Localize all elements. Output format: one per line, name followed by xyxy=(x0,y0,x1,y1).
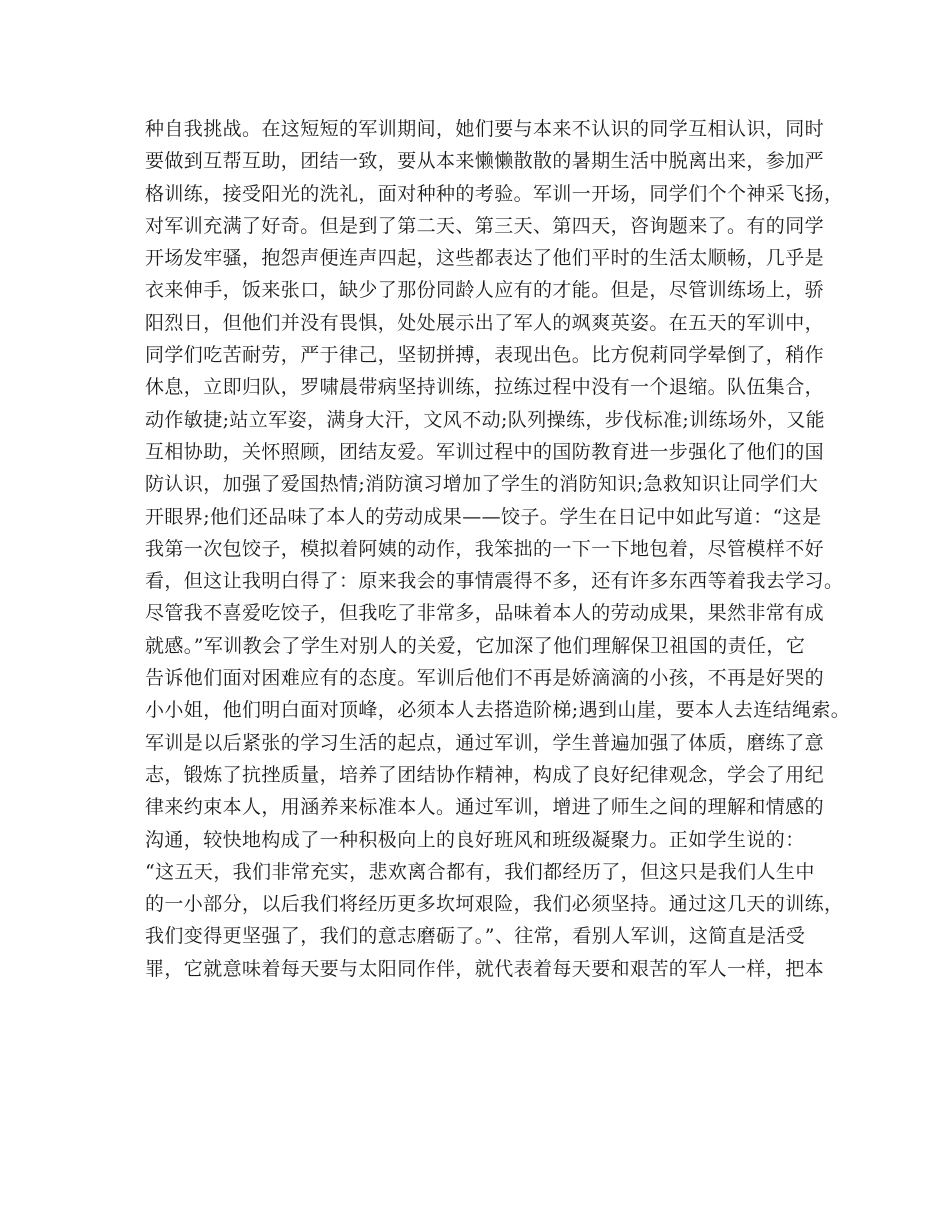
text-line: 阳烈日，但他们并没有畏惧，处处展示出了军人的飒爽英姿。在五天的军训中， xyxy=(145,311,825,334)
text-line: 种自我挑战。在这短短的军训期间，她们要与本来不认识的同学互相认识，同时 xyxy=(145,118,825,140)
text-line: 格训练，接受阳光的洗礼，面对种种的考验。军训一开场，同学们个个神采飞扬， xyxy=(145,182,844,205)
text-line: 互相协助，关怀照顾，团结友爱。军训过程中的国防教育进一步强化了他们的国 xyxy=(145,440,825,463)
text-line: 我第一次包饺子，模拟着阿姨的动作，我笨拙的一下一下地包着，尽管模样不好 xyxy=(145,537,825,560)
text-line: 同学们吃苦耐劳，严于律己，坚韧拼搏，表现出色。比方倪莉同学晕倒了，稍作 xyxy=(145,344,825,367)
text-line: 的一小部分，以后我们将经历更多坎坷艰险，我们必须坚持。通过这几天的训练， xyxy=(145,893,844,916)
text-line: 小小姐，他们明白面对顶峰，必须本人去搭造阶梯;遇到山崖，要本人去连结绳索。 xyxy=(145,699,851,722)
text-line: 尽管我不喜爱吃饺子，但我吃了非常多，品味着本人的劳动成果，果然非常有成 xyxy=(145,602,825,625)
text-line: 开场发牢骚，抱怨声便连声四起，这些都表达了他们平时的生活太顺畅，几乎是 xyxy=(145,247,825,270)
text-line: “这五天，我们非常充实，悲欢离合都有，我们都经历了，但这只是我们人生中 xyxy=(145,860,815,883)
text-line: 防认识，加强了爱国热情;消防演习增加了学生的消防知识;急救知识让同学们大 xyxy=(145,473,819,496)
text-line: 动作敏捷;站立军姿，满身大汗，文风不动;队列操练，步伐标准;训练场外，又能 xyxy=(145,408,826,431)
text-line: 军训是以后紧张的学习生活的起点，通过军训，学生普遍加强了体质，磨练了意 xyxy=(145,731,825,754)
text-line: 要做到互帮互助，团结一致，要从本来懒懒散散的暑期生活中脱离出来，参加严 xyxy=(145,150,825,173)
text-line: 看，但这让我明白得了：原来我会的事情震得不多，还有许多东西等着我去学习。 xyxy=(145,570,844,593)
text-line: 休息，立即归队，罗啸晨带病坚持训练，拉练过程中没有一个退缩。队伍集合， xyxy=(145,376,825,399)
text-line: 就感。”军训教会了学生对别人的关爱，它加深了他们理解保卫祖国的责任，它 xyxy=(145,634,806,657)
body-text xyxy=(145,113,851,985)
text-line: 罪，它就意味着每天要与太阳同作伴，就代表着每天要和艰苦的军人一样，把本 xyxy=(145,957,825,980)
text-line: 沟通，较快地构成了一种积极向上的良好班风和班级凝聚力。正如学生说的： xyxy=(145,828,805,851)
text-line: 我们变得更坚强了，我们的意志磨砺了。”、往常，看别人军训，这简直是活受 xyxy=(145,925,806,948)
text-line: 开眼界;他们还品味了本人的劳动成果——饺子。学生在日记中如此写道：“这是 xyxy=(145,505,822,528)
text-line: 告诉他们面对困难应有的态度。军训后他们不再是娇滴滴的小孩，不再是好哭的 xyxy=(145,667,825,690)
text-line: 志，锻炼了抗挫质量，培养了团结协作精神，构成了良好纪律观念，学会了用纪 xyxy=(145,763,825,786)
text-line: 律来约束本人，用涵养来标准本人。通过军训，增进了师生之间的理解和情感的 xyxy=(145,796,825,819)
text-line: 对军训充满了好奇。但是到了第二天、第三天、第四天，咨询题来了。有的同学 xyxy=(145,214,825,237)
text-line: 衣来伸手，饭来张口，缺少了那份同龄人应有的才能。但是，尽管训练场上，骄 xyxy=(145,279,825,302)
